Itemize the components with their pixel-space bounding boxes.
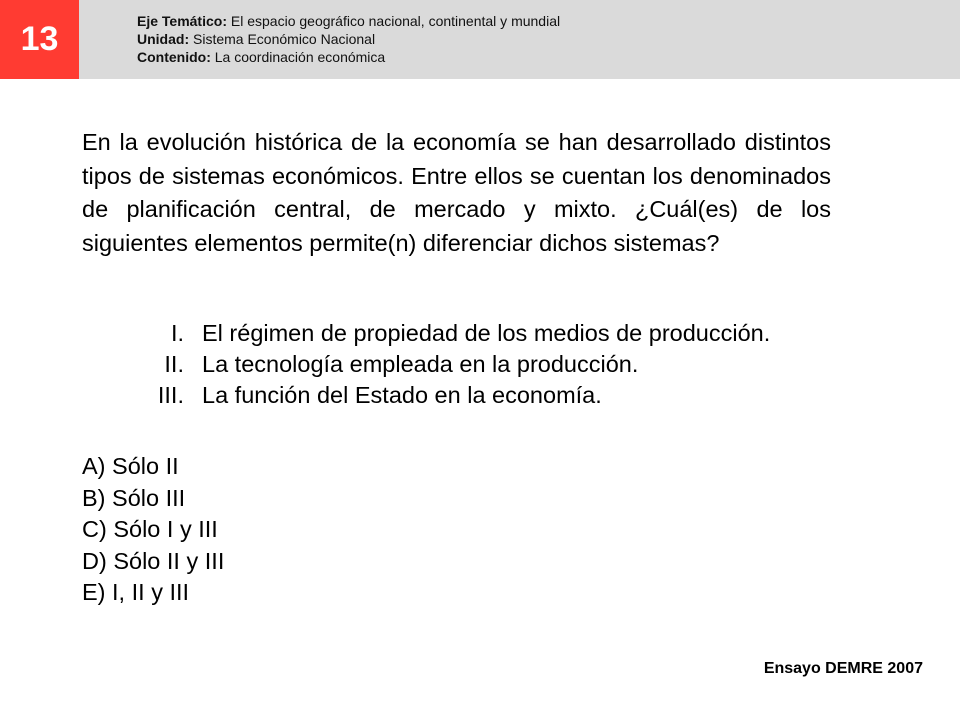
eje-tematico-value: El espacio geográfico nacional, continental y mundial [230, 13, 561, 29]
contenido-label: Contenido: [137, 49, 211, 65]
unidad-label: Unidad: [137, 31, 190, 47]
answer-option-c[interactable]: C) Sólo I y III [82, 516, 218, 542]
statement-item [82, 380, 770, 411]
answer-option-b[interactable]: B) Sólo III [82, 484, 186, 511]
statement-number: I. [170, 320, 184, 346]
eje-tematico-line [137, 12, 560, 30]
unidad-line [137, 30, 560, 48]
unidad-value: Sistema Económico Nacional [193, 31, 376, 47]
statement-item [82, 349, 770, 380]
answer-option-d[interactable]: D) Sólo II y III [82, 547, 225, 574]
contenido-line [137, 48, 560, 66]
statement-number: II. [164, 351, 184, 377]
answer-options [82, 451, 224, 609]
contenido-value: La coordinación económica [214, 49, 386, 65]
question-text: En la evolución histórica de la economía se han desarrollado distintos tipos de sistemas económicos. Entre ellos se cuentan los denominados de planificación central, de mercado y mixto. ¿Cuál(es) de los siguientes elementos permite(n) diferenciar dichos sistemas? [82, 129, 831, 256]
question-number-badge [0, 0, 79, 79]
statement-list [82, 318, 770, 411]
statement-text: El régimen de propiedad de los medios de producción. [202, 320, 771, 346]
question-number: 13 [20, 20, 59, 58]
eje-tematico-label: Eje Temático: [137, 13, 227, 29]
statement-number: III. [157, 382, 184, 408]
answer-option-e[interactable]: E) I, II y III [82, 579, 190, 605]
statement-item [82, 318, 770, 349]
header-metadata [137, 12, 560, 66]
header-bar [0, 0, 960, 79]
source-footer: Ensayo DEMRE 2007 [763, 660, 923, 677]
statement-text: La función del Estado en la economía. [202, 382, 602, 408]
answer-option-a[interactable]: A) Sólo II [82, 453, 179, 479]
statement-text: La tecnología empleada en la producción. [202, 351, 639, 377]
